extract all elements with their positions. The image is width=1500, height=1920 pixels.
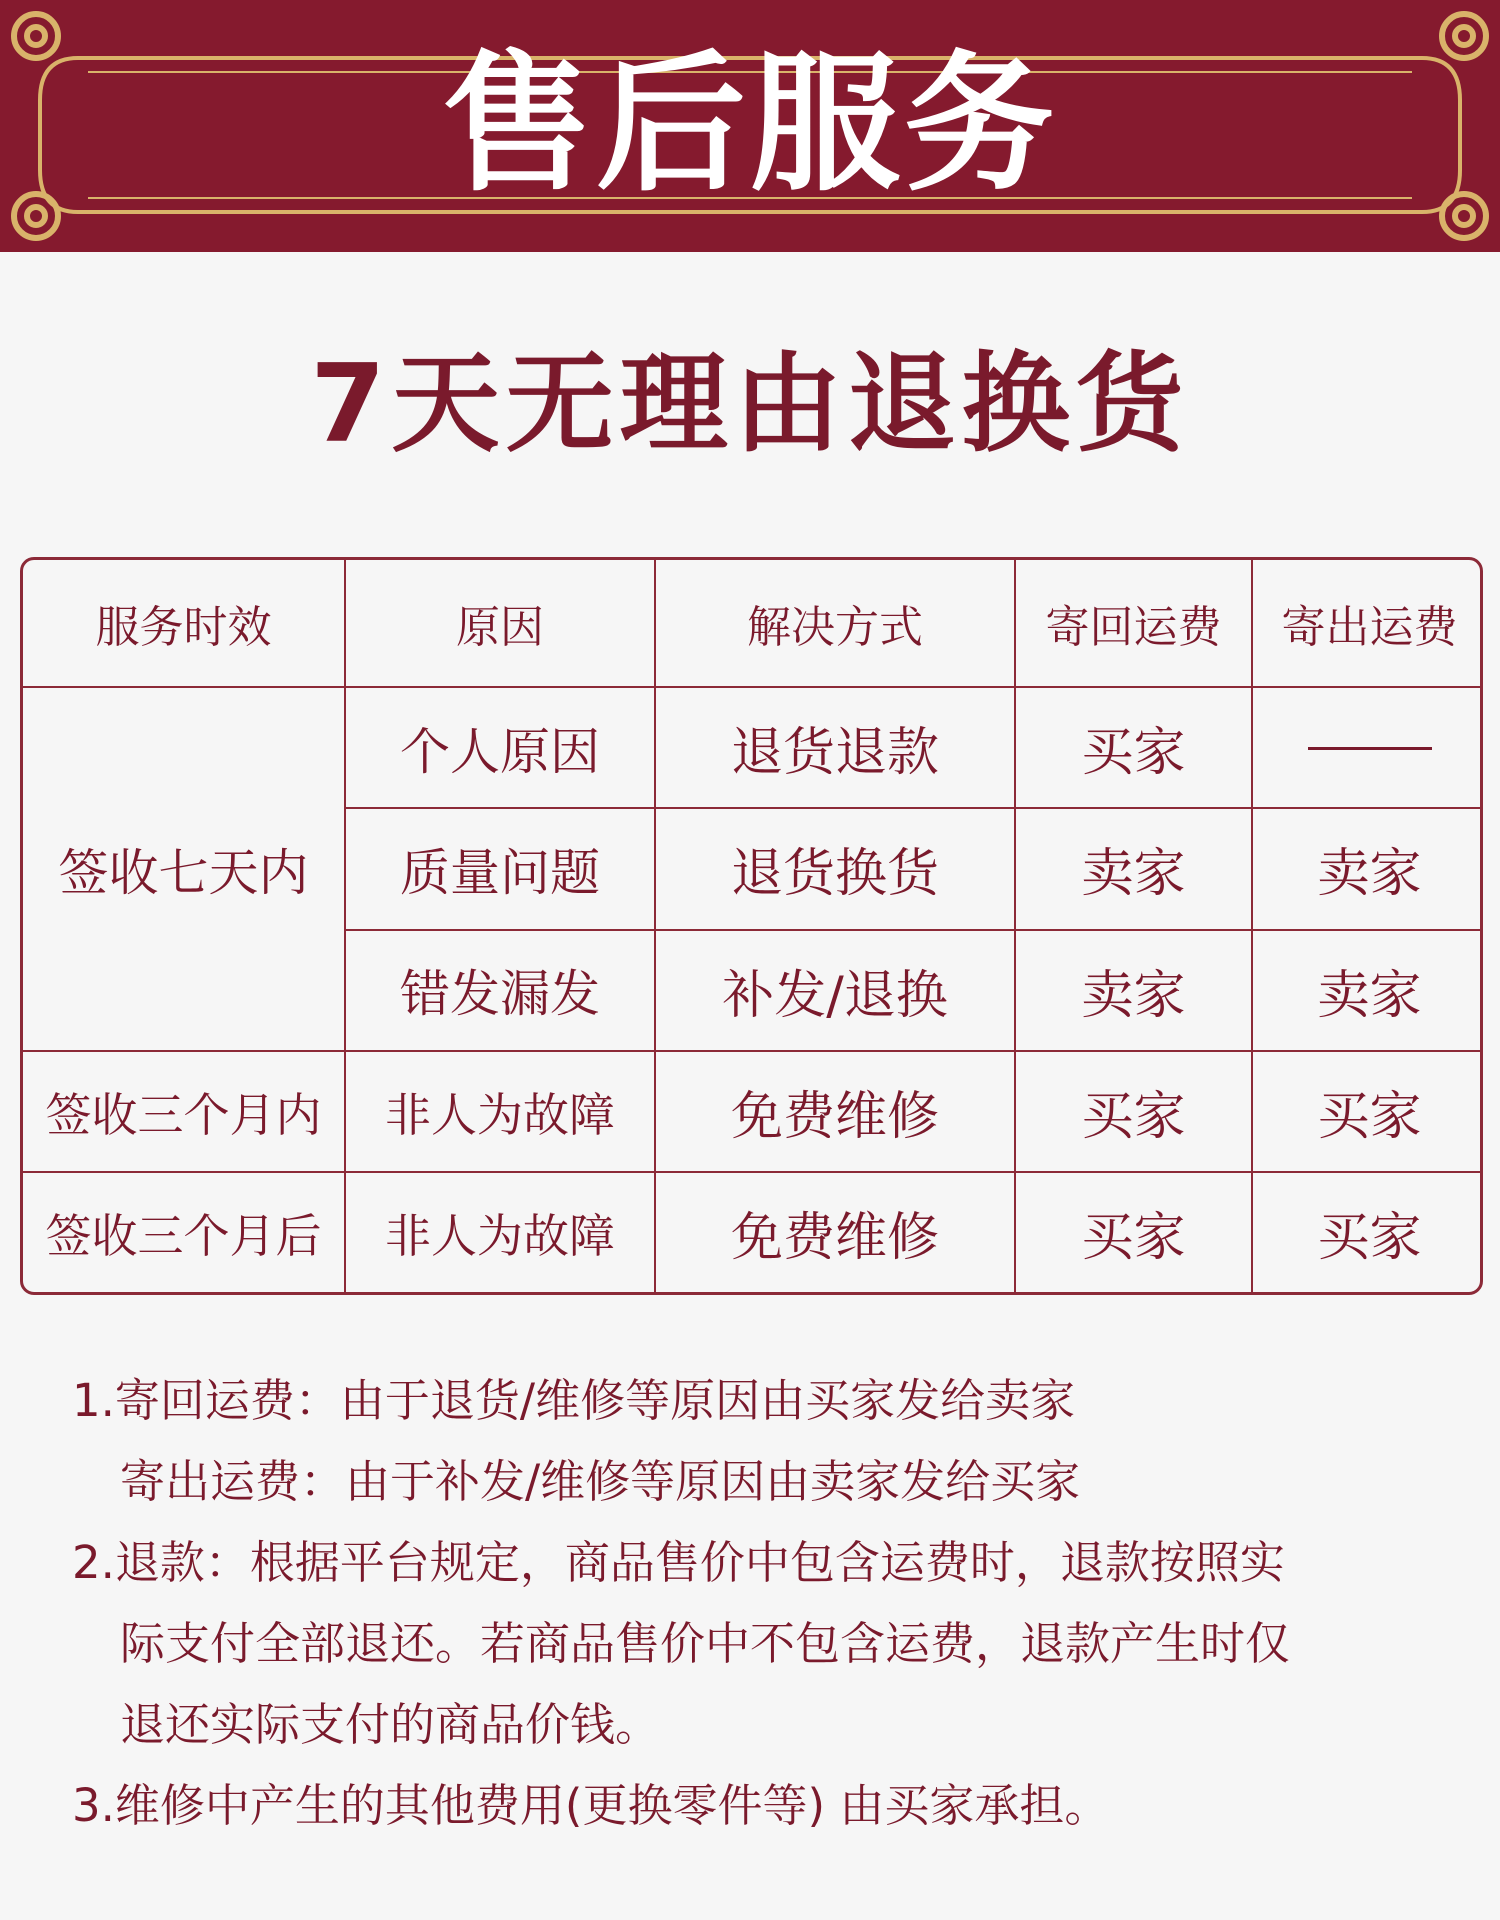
- solution-cell: 退货换货: [655, 808, 1015, 929]
- return-fee-cell: 卖家: [1015, 930, 1252, 1051]
- send-fee-cell: 买家: [1252, 1051, 1483, 1172]
- notes-section: [72, 1360, 1452, 1846]
- table-row: [23, 1051, 1483, 1172]
- period-cell: 签收三个月后: [23, 1172, 345, 1292]
- banner-title: 售后服务: [441, 38, 1058, 212]
- reason-cell: 非人为故障: [345, 1051, 655, 1172]
- note-line: 1.寄回运费：由于退货/维修等原因由买家发给卖家: [72, 1374, 1076, 1427]
- note-line: 际支付全部退还。若商品售价中不包含运费，退款产生时仅: [120, 1617, 1291, 1670]
- header-send-fee: 寄出运费: [1252, 560, 1483, 687]
- title-banner: [0, 0, 1500, 252]
- note-line: 3.维修中产生的其他费用(更换零件等) 由买家承担。: [72, 1779, 1110, 1832]
- reason-cell: 非人为故障: [345, 1172, 655, 1292]
- return-fee-cell: 买家: [1015, 1051, 1252, 1172]
- solution-cell: 补发/退换: [655, 930, 1015, 1051]
- return-fee-cell: 卖家: [1015, 808, 1252, 929]
- send-fee-cell: 买家: [1252, 1172, 1483, 1292]
- send-fee-cell: 卖家: [1252, 808, 1483, 929]
- header-service-period: 服务时效: [23, 560, 345, 687]
- dash-mark: [1308, 747, 1432, 750]
- reason-cell: 错发漏发: [345, 930, 655, 1051]
- table-row: [23, 1172, 1483, 1292]
- period-cell: 签收三个月内: [23, 1051, 345, 1172]
- table-row: [23, 687, 1483, 808]
- header-reason: 原因: [345, 560, 655, 687]
- table-header-row: [23, 560, 1483, 687]
- return-fee-cell: 买家: [1015, 1172, 1252, 1292]
- reason-cell: 质量问题: [345, 808, 655, 929]
- reason-cell: 个人原因: [345, 687, 655, 808]
- solution-cell: 免费维修: [655, 1051, 1015, 1172]
- return-fee-cell: 买家: [1015, 687, 1252, 808]
- period-cell: 签收七天内: [23, 687, 345, 1051]
- service-table: [20, 557, 1483, 1295]
- note-line: 2.退款：根据平台规定，商品售价中包含运费时，退款按照实: [72, 1536, 1285, 1589]
- header-solution: 解决方式: [655, 560, 1015, 687]
- page-subtitle: 7天无理由退换货: [310, 342, 1190, 467]
- header-return-fee: 寄回运费: [1015, 560, 1252, 687]
- send-fee-cell: 卖家: [1252, 930, 1483, 1051]
- send-fee-cell: [1252, 687, 1483, 808]
- note-line: 寄出运费：由于补发/维修等原因由卖家发给买家: [120, 1455, 1081, 1508]
- note-line: 退还实际支付的商品价钱。: [120, 1698, 661, 1751]
- solution-cell: 免费维修: [655, 1172, 1015, 1292]
- solution-cell: 退货退款: [655, 687, 1015, 808]
